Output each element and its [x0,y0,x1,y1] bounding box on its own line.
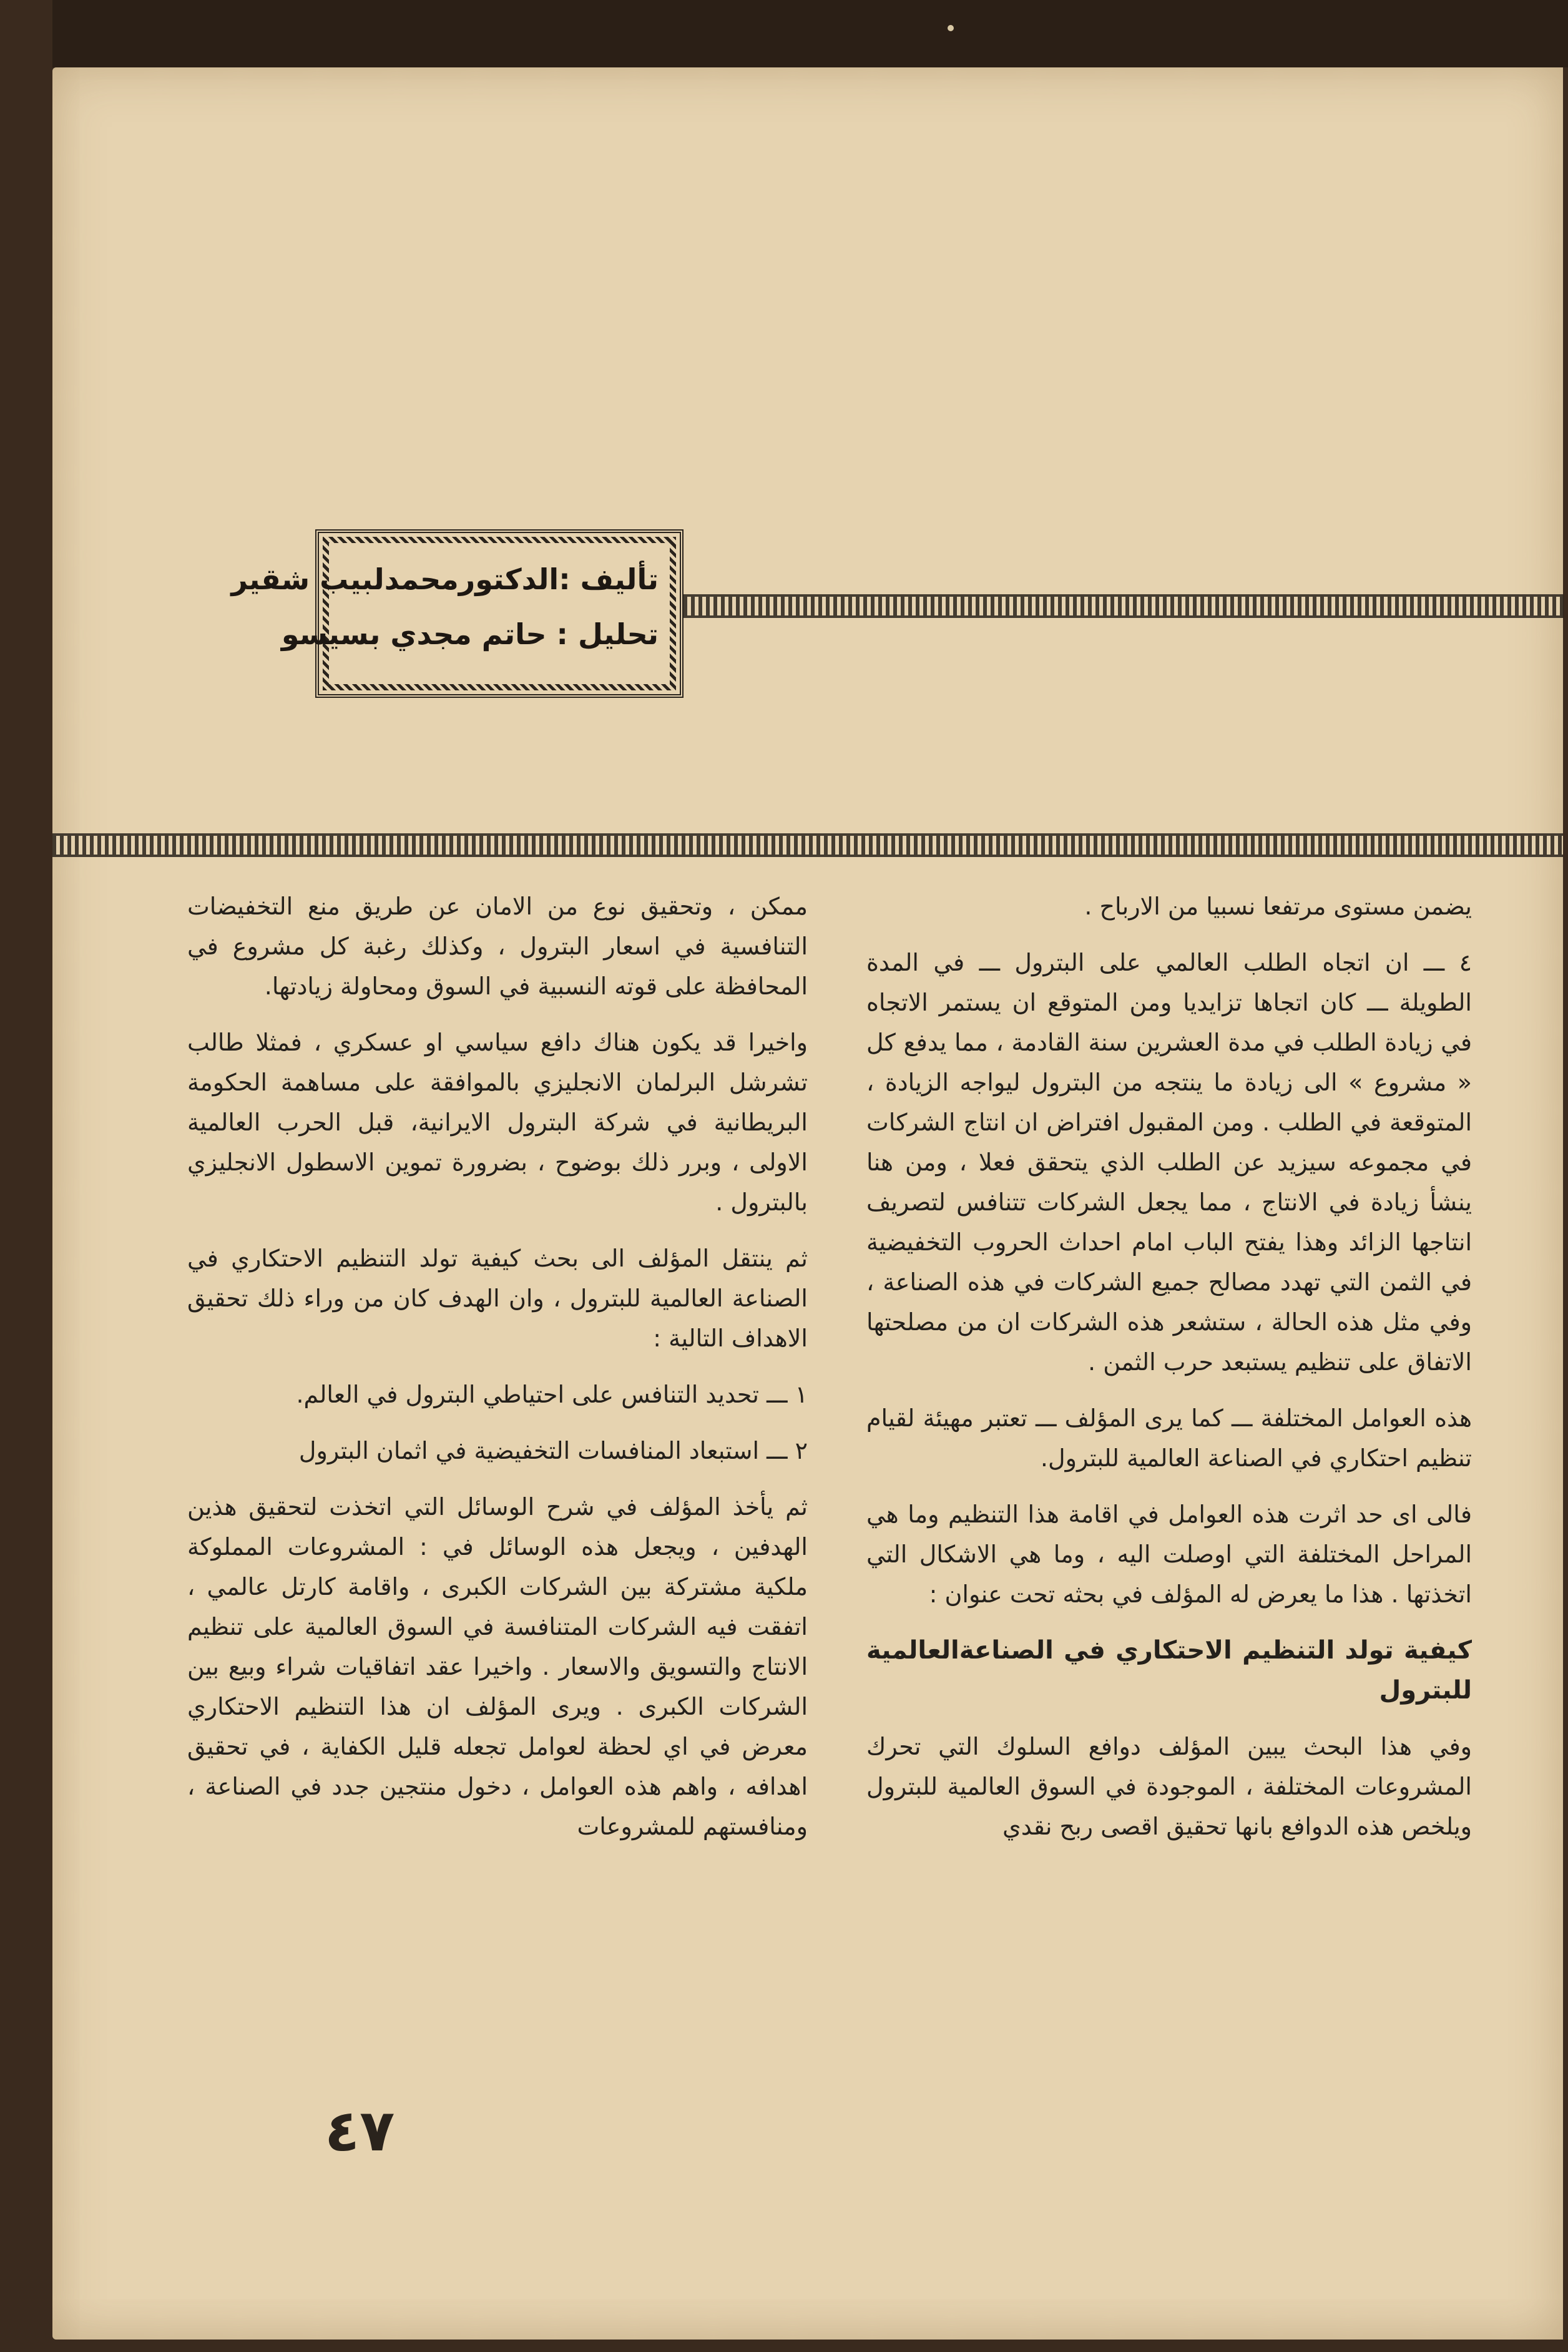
list-item: ١ ـــ تحديد التنافس على احتياطي البترول في العالم. [296,1381,808,1408]
paragraph: هذه العوامل المختلفة ـــ كما يرى المؤلف ـــ تعتبر مهيئة لقيام تنظيم احتكاري في الصناعة العالمية للبترول. [866,1404,1472,1472]
paragraph: ٤ ـــ ان اتجاه الطلب العالمي على البترول ـــ في المدة الطويلة ـــ كان اتجاها تزايديا ومن المتوقع ان يستمر الاتجاه في زيادة الطلب في مدة العشرين سنة القادمة ، مما يدفع كل « مشروع » الى زيادة ما ينتجه من البترول ليواجه الزيادة ، المتوقعة في الطلب . ومن المقبول افتراض ان انتاج الشركات في مجموعه سيزيد عن الطلب الذي يتحقق فعلا ، ومن هنا ينشأ زيادة في الانتاج ، مما يجعل الشركات تتنافس لتصريف انتاجها الزائد وهذا يفتح الباب امام احداث الحروب التخفيضية في الثمن التي تهدد مصالح جميع الشركات في هذه الصناعة ، وفي مثل هذه الحالة ، ستشعر هذه الشركات ان من مصلحتها الاتفاق على تنظيم يستبعد حرب الثمن . [866,949,1472,1376]
paragraph: ثم يأخذ المؤلف في شرح الوسائل التي اتخذت لتحقيق هذين الهدفين ، ويجعل هذه الوسائل في : المشروعات المملوكة ملكية مشتركة بين الشركات الكبرى ، واقامة كارتل عالمي ، اتفقت فيه الشركات المتنافسة في السوق العالمية على تنظيم الانتاج والتسويق والاسعار . واخيرا عقد اتفاقيات شراء وبيع بين الشركات الكبرى . ويرى المؤلف ان هذا التنظيم الاحتكاري معرض في اي لحظة لعوامل تجعله قليل الكفاية ، في تحقيق اهدافه ، واهم هذه العوامل ، دخول منتجين جدد في الصناعة ، ومنافستهم للمشروعات [187,1493,808,1840]
article-column-right [866,886,1472,1863]
byline-author: تأليف :الدكتورمحمدلبيب شقير [231,562,659,596]
paragraph: يضمن مستوى مرتفعا نسبيا من الارباح . [1084,893,1472,920]
paragraph: ثم ينتقل المؤلف الى بحث كيفية تولد التنظيم الاحتكاري في الصناعة العالمية للبترول ، وان الهدف كان من وراء ذلك تحقيق الاهداف التالية : [187,1245,808,1352]
scan-speck [948,25,954,31]
byline-box [231,529,684,698]
ornament-band-lower [52,833,1563,857]
byline-analysis: تحليل : حاتم مجدي بسيسو [281,617,659,651]
list-item: ٢ ـــ استبعاد المنافسات التخفيضية في اثمان البترول [298,1437,808,1464]
page-number: ٤٧ [325,2097,395,2164]
byline-inner [231,537,676,690]
paragraph: فالى اى حد اثرت هذه العوامل في اقامة هذا التنظيم وما هي المراحل المختلفة التي اوصلت اليه ، وما هي الاشكال التي اتخذتها . هذا ما يعرض له المؤلف في بحثه تحت عنوان : [866,1501,1472,1608]
article-column-left [187,886,808,1863]
section-heading: كيفية تولد التنظيم الاحتكاري في الصناعةالعالمية للبترول [866,1636,1472,1705]
ornament-band-upper [684,594,1564,618]
scan-background-top [0,0,1568,67]
paragraph: وفي هذا البحث يبين المؤلف دوافع السلوك التي تحرك المشروعات المختلفة ، الموجودة في السوق العالمية للبترول ويلخص هذه الدوافع بانها تحقيق اقصى ربح نقدي [866,1733,1472,1840]
scan-background-left [0,0,52,2352]
paragraph: ممكن ، وتحقيق نوع من الامان عن طريق منع التخفيضات التنافسية في اسعار البترول ، وكذلك رغبة كل مشروع في المحافظة على قوته النسبية في السوق ومحاولة زيادتها. [187,893,808,1000]
paragraph: واخيرا قد يكون هناك دافع سياسي او عسكري ، فمثلا طالب تشرشل البرلمان الانجليزي بالموافقة على مساهمة الحكومة البريطانية في شركة البترول الايرانية، قبل الحرب العالمية الاولى ، وبرر ذلك بوضوح ، بضرورة تموين الاسطول الانجليزي بالبترول . [187,1029,808,1216]
